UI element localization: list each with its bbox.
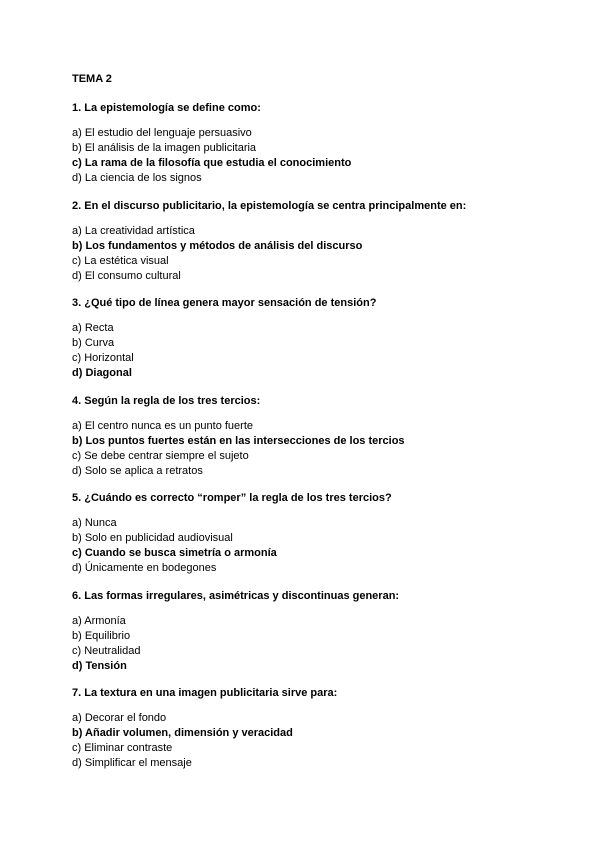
answer-option: c) Eliminar contraste (72, 742, 173, 754)
answer-option-correct: c) Cuando se busca simetría o armonía (72, 547, 277, 559)
answer-option: d) El consumo cultural (72, 270, 181, 282)
answer-option: c) Neutralidad (72, 645, 141, 657)
answer-option: b) Curva (72, 337, 115, 349)
answer-options (72, 224, 532, 284)
answer-option-correct: b) Los fundamentos y métodos de análisis del discurso (72, 240, 363, 252)
answer-options (72, 516, 532, 576)
document-title: TEMA 2 (72, 73, 112, 85)
answer-option: a) La creatividad artística (72, 225, 195, 237)
answer-option-correct: b) Añadir volumen, dimensión y veracidad (72, 727, 293, 739)
question-4 (72, 394, 532, 479)
answer-options (72, 711, 532, 771)
answer-option: c) La estética visual (72, 255, 169, 267)
answer-option-correct: d) Diagonal (72, 367, 132, 379)
question-6 (72, 589, 532, 674)
question-text: 5. ¿Cuándo es correcto “romper” la regla de los tres tercios? (72, 492, 392, 504)
answer-option: a) Decorar el fondo (72, 712, 167, 724)
answer-option: a) El estudio del lenguaje persuasivo (72, 127, 252, 139)
answer-option: a) Armonía (72, 615, 126, 627)
answer-options (72, 614, 532, 674)
answer-option-correct: b) Los puntos fuertes están en las intersecciones de los tercios (72, 435, 405, 447)
answer-option: c) Se debe centrar siempre el sujeto (72, 450, 249, 462)
answer-option: d) Solo se aplica a retratos (72, 465, 203, 477)
question-text: 3. ¿Qué tipo de línea genera mayor sensación de tensión? (72, 297, 377, 309)
question-text: 7. La textura en una imagen publicitaria sirve para: (72, 687, 338, 699)
answer-option: a) Recta (72, 322, 114, 334)
answer-option-correct: d) Tensión (72, 660, 127, 672)
question-text: 4. Según la regla de los tres tercios: (72, 395, 261, 407)
question-3 (72, 296, 532, 381)
answer-option: a) El centro nunca es un punto fuerte (72, 420, 254, 432)
question-text: 6. Las formas irregulares, asimétricas y discontinuas generan: (72, 590, 400, 602)
answer-option: b) Solo en publicidad audiovisual (72, 532, 233, 544)
answer-option: c) Horizontal (72, 352, 134, 364)
answer-option: d) Simplificar el mensaje (72, 757, 192, 769)
question-text: 1. La epistemología se define como: (72, 102, 261, 114)
answer-option: d) La ciencia de los signos (72, 172, 202, 184)
answer-option: b) El análisis de la imagen publicitaria (72, 142, 257, 154)
answer-option: b) Equilibrio (72, 630, 131, 642)
answer-option: a) Nunca (72, 517, 117, 529)
answer-option-correct: c) La rama de la filosofía que estudia el conocimiento (72, 157, 352, 169)
question-text: 2. En el discurso publicitario, la epistemología se centra principalmente en: (72, 200, 467, 212)
question-2 (72, 199, 532, 284)
question-5 (72, 491, 532, 576)
question-7 (72, 686, 532, 771)
answer-options (72, 321, 532, 381)
answer-options (72, 419, 532, 479)
answer-options (72, 126, 532, 186)
answer-option: d) Únicamente en bodegones (72, 562, 217, 574)
question-1 (72, 101, 532, 186)
